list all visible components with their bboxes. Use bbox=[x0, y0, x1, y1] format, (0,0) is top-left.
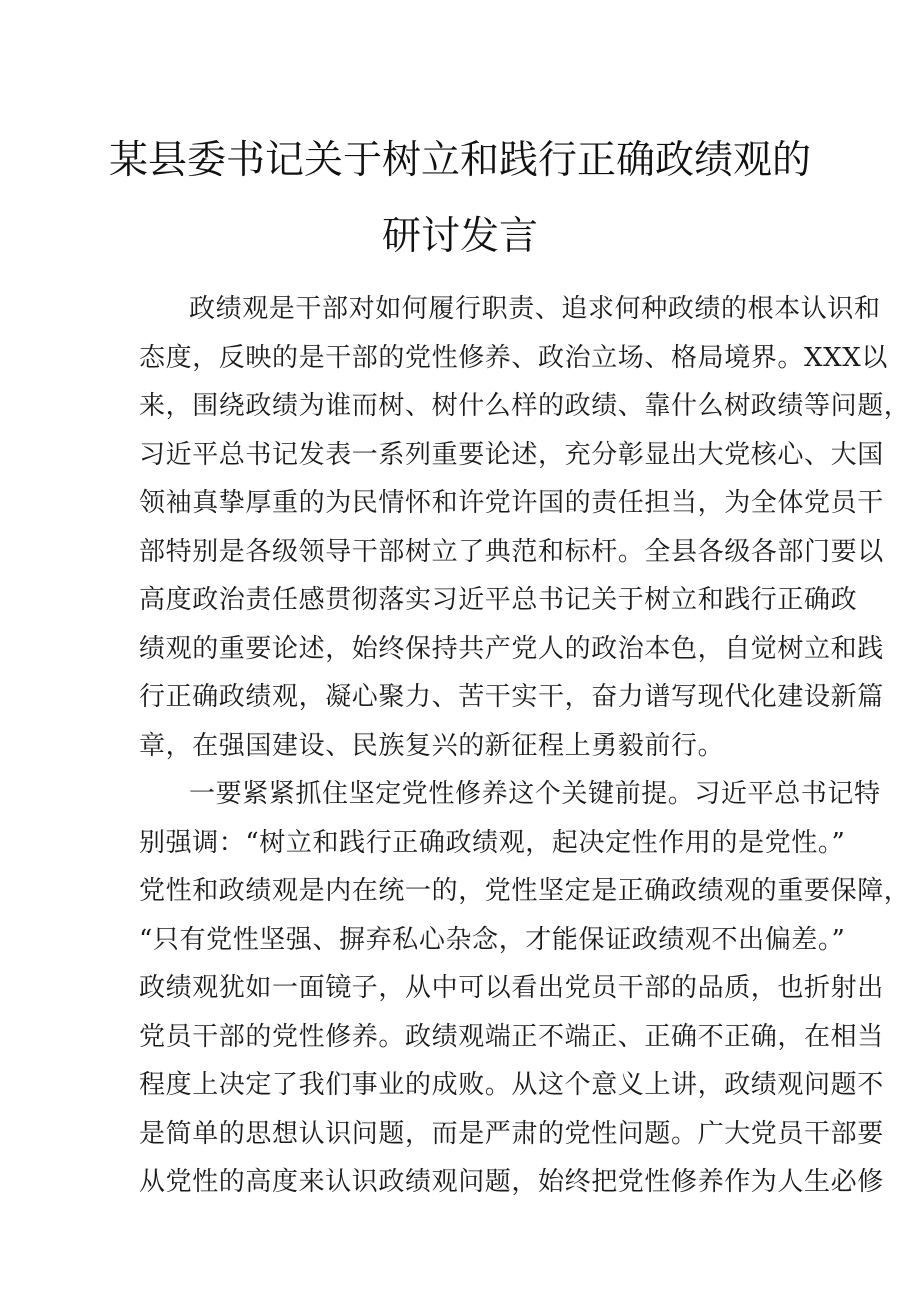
paragraph-line: 绩观的重要论述，始终保持共产党人的政治本色，自觉树立和践 bbox=[139, 633, 884, 664]
paragraph-line: 程度上决定了我们事业的成败。从这个意义上讲，政绩观问题不 bbox=[139, 1070, 884, 1100]
paragraph-line: 领袖真挚厚重的为民情怀和许党许国的责任担当，为全体党员干 bbox=[139, 488, 884, 518]
paragraph-line: 来，围绕政绩为谁而树、树什么样的政绩、靠什么树政绩等问题， bbox=[139, 391, 911, 421]
paragraph-line: 章，在强国建设、民族复兴的新征程上勇毅前行。 bbox=[139, 730, 725, 761]
paragraph-2 bbox=[139, 770, 911, 1207]
paragraph-line: 党员干部的党性修养。政绩观端正不端正、正确不正确，在相当 bbox=[139, 1021, 884, 1052]
paragraph-line: 一要紧紧抓住坚定党性修养这个关键前提。习近平总书记特 bbox=[189, 779, 881, 809]
paragraph-1 bbox=[139, 285, 911, 770]
paragraph-line: 部特别是各级领导干部树立了典范和标杆。全县各级各部门要以 bbox=[139, 536, 884, 567]
paragraph-line: 政绩观是干部对如何履行职责、追求何种政绩的根本认识和 bbox=[189, 294, 881, 324]
paragraph-line: 是简单的思想认识问题，而是严肃的党性问题。广大党员干部要 bbox=[139, 1118, 884, 1149]
paragraph-line: 高度政治责任感贯彻落实习近平总书记关于树立和践行正确政 bbox=[139, 585, 858, 615]
paragraph-line: 从党性的高度来认识政绩观问题，始终把党性修养作为人生必修 bbox=[139, 1167, 884, 1197]
document-title-line-2: 研讨发言 bbox=[381, 214, 538, 259]
paragraph-line: 党性和政绩观是内在统一的，党性坚定是正确政绩观的重要保障， bbox=[139, 876, 911, 906]
paragraph-line: 态度，反映的是干部的党性修养、政治立场、格局境界。XXX以 bbox=[139, 342, 888, 373]
document-title-line-1: 某县委书记关于树立和践行正确政绩观的 bbox=[108, 138, 811, 183]
paragraph-line: 别强调：“树立和践行正确政绩观，起决定性作用的是党性。” bbox=[139, 827, 846, 858]
paragraph-line: “只有党性坚强、摒弃私心杂念，才能保证政绩观不出偏差。” bbox=[139, 924, 846, 955]
paragraph-line: 行正确政绩观，凝心聚力、苦干实干，奋力谱写现代化建设新篇 bbox=[139, 682, 884, 712]
paragraph-line: 政绩观犹如一面镜子，从中可以看出党员干部的品质，也折射出 bbox=[139, 973, 884, 1003]
paragraph-line: 习近平总书记发表一系列重要论述，充分彰显出大党核心、大国 bbox=[139, 439, 884, 470]
